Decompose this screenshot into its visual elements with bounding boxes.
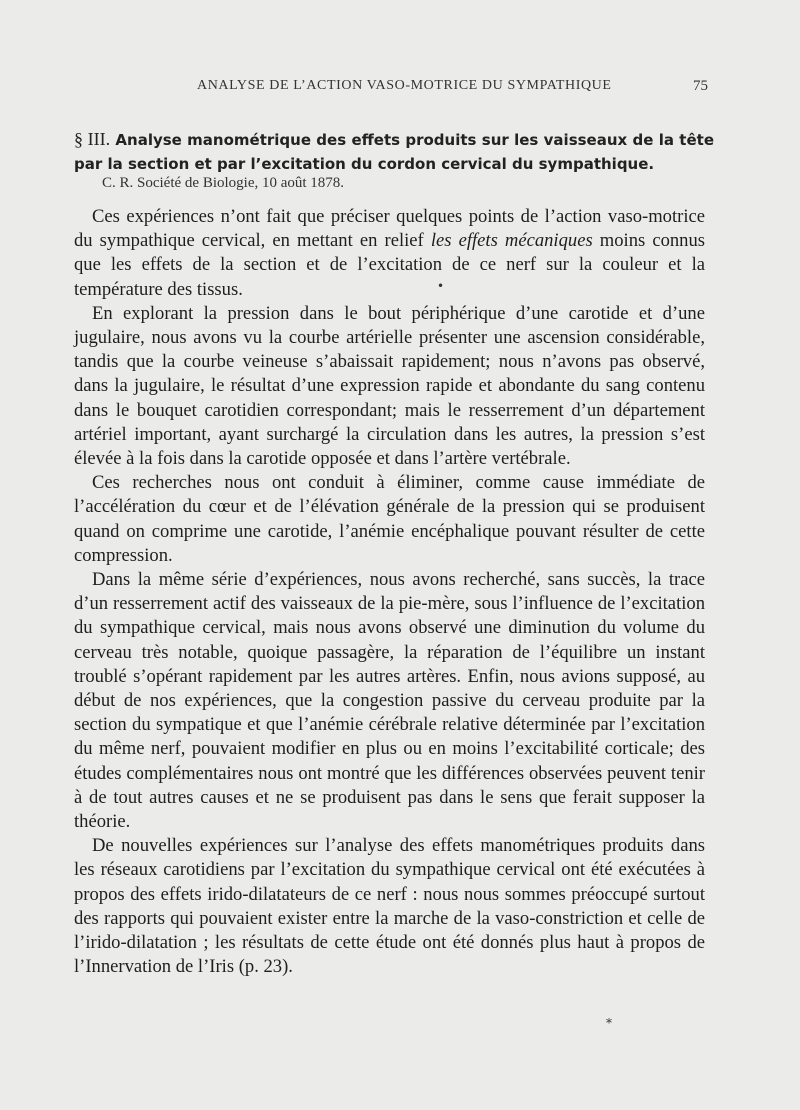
paragraph-1 [74, 205, 705, 302]
print-speck: • [437, 279, 445, 293]
paragraph-4: Dans la même série d’expériences, nous avons recherché, sans succès, la trace d’un resserrement actif des vaisseaux de la pie-mère, sous l’influence de l’excitation du sympathique cervical, mais nous avons observé une diminution du volume du cerveau très notable, quoique passagère, la réparation de l’équilibre un instant troublé s’opérant rapidement par les autres artères. Enfin, nous avions supposé, au début de nos expériences, que la congestion passive du cerveau produite par la section du sympatique et que l’anémie cérébrale relative déterminée par l’excitation du même nerf, pouvaient modifier en plus ou en moins l’excitabilité corticale; des études complémentaires nous ont montré que les différences observées peuvent tenir à de tout autres causes et ne se produisent pas dans le sens que ferait supposer la théorie. [74, 569, 705, 833]
paragraph-3: Ces recherches nous ont conduit à éliminer, comme cause immédiate de l’accélération du cœur et de l’élévation générale de la pression qui se produisent quand on comprime une carotide, l’anémie encéphalique pouvant résulter de cette compression. [74, 472, 705, 566]
citation: C. R. Société de Biologie, 10 août 1878. [102, 175, 345, 191]
paragraph-5: De nouvelles expériences sur l’analyse des effets manométriques produits dans les réseaux carotidiens par l’excitation du sympathique cervical ont été exécutées à propos des effets irido-dilatateurs de ce nerf : nous nous sommes préoccupé surtout des rapports qui pouvaient exister entre la marche de la vaso-constriction et celle de l’irido-dilatation ; les résultats de cette étude ont été donnés plus haut à propos de l’Innervation de l’Iris (p. 23). [74, 835, 705, 978]
paragraph-1-end: moins connus que les effets de la section et de l’excitation de ce nerf sur la couleur et la température des tissus. [74, 230, 706, 300]
section-heading [74, 127, 714, 176]
paragraph-1-start: Ces expériences n’ont fait que préciser quelques points de l’action vaso-motrice du sympathique cervical, en mettant en relief [74, 206, 705, 252]
body-text [74, 205, 705, 980]
paragraph-1-emphasis: les effets mécaniques [430, 230, 593, 252]
print-speck-asterisk: * [606, 1016, 612, 1030]
paragraph-2: En explorant la pression dans le bout périphérique d’une carotide et d’une jugulaire, nous avons vu la courbe artérielle présenter une ascension considérable, tandis que la courbe veineuse s’abaissait rapidement; nous n’avons pas observé, dans la jugulaire, le résultat d’une expression rapide et abondante du sang contenu dans le bouquet carotidien correspondant; mais le resserrement d’un département artériel important, ayant surchargé la circulation dans les autres, la pression s’est élevée à la fois dans la carotide opposée et dans l’artère vertébrale. [74, 302, 705, 470]
section-number: § III. [74, 129, 111, 149]
running-title: ANALYSE DE L’ACTION VASO-MOTRICE DU SYMPATHIQUE [197, 78, 612, 93]
section-title: Analyse manométrique des effets produits sur les vaisseaux de la tête par la section et par l’excitation du cordon cervical du sympathique. [74, 131, 714, 173]
page-number: 75 [693, 78, 708, 94]
running-head [0, 78, 800, 100]
